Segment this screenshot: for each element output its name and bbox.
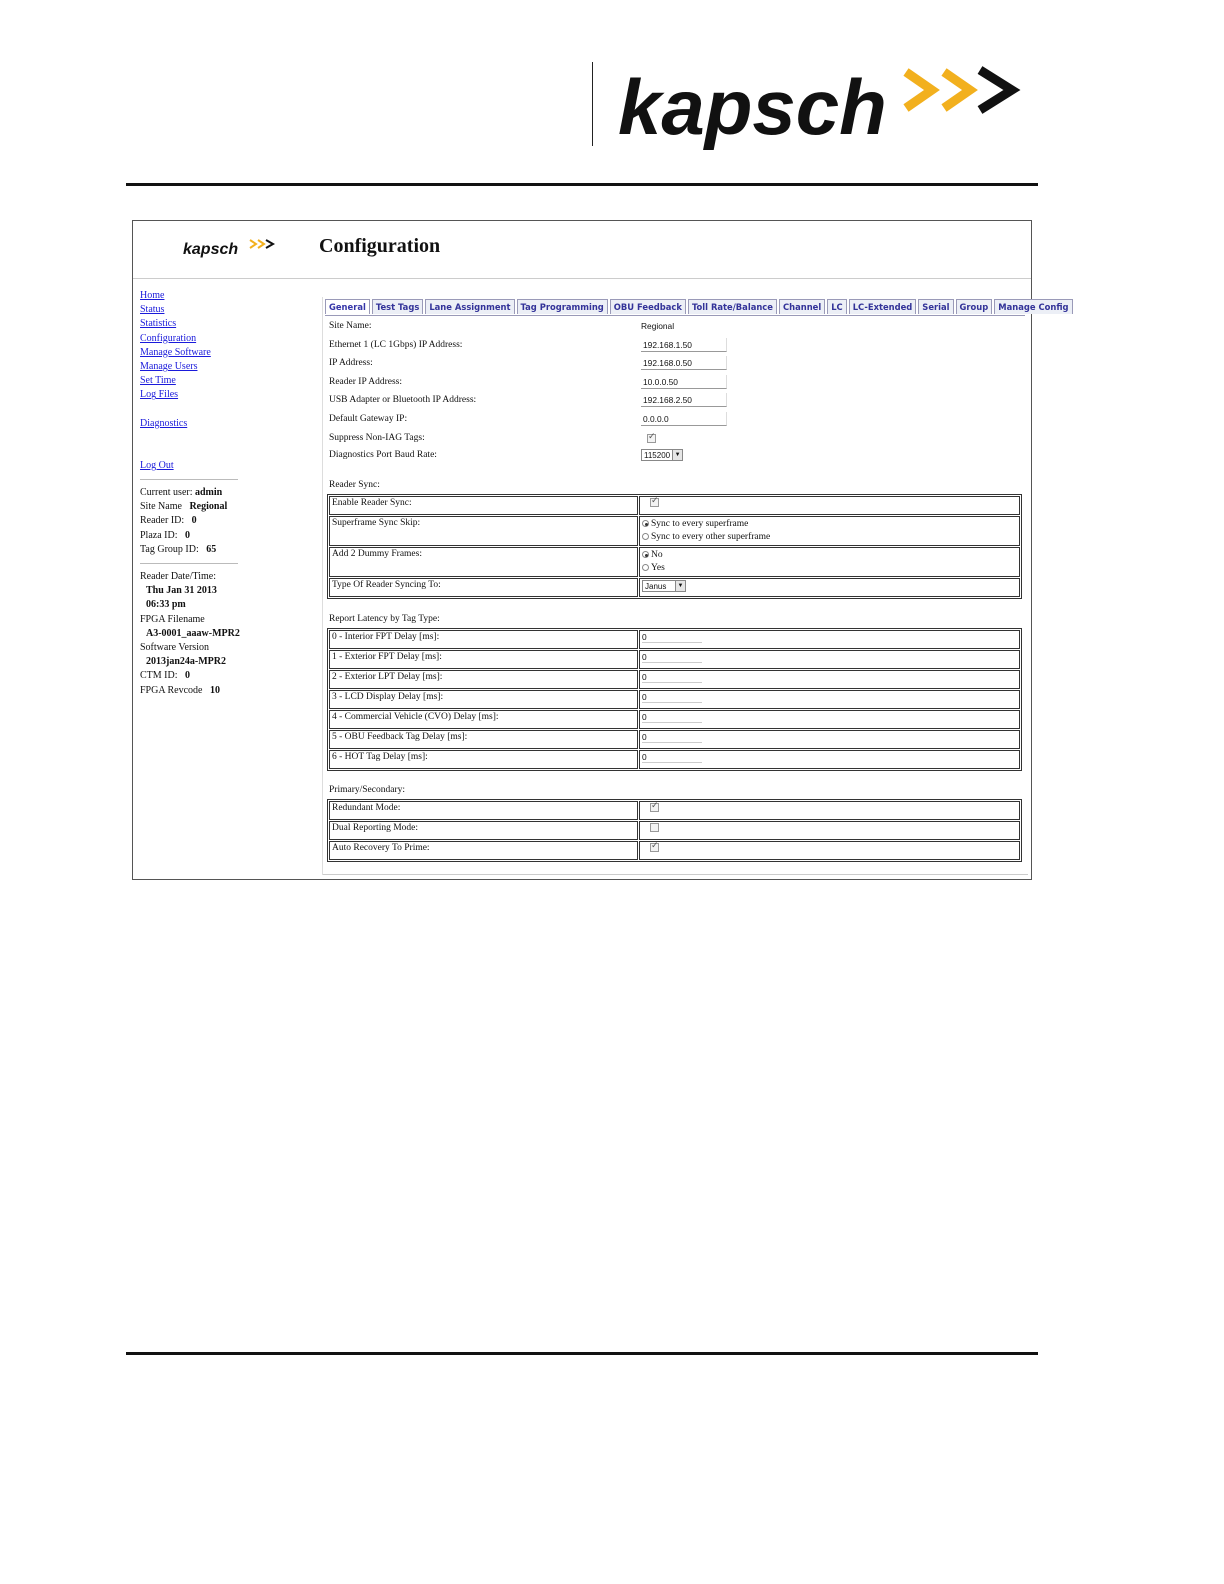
reader-ip-input[interactable]: 10.0.0.50	[641, 375, 727, 389]
reader-ip-row: Reader IP Address: 10.0.0.50	[329, 377, 1019, 391]
nav-log-files[interactable]: Log Files	[140, 389, 179, 401]
hot-tag-delay-input[interactable]: 0	[642, 752, 702, 763]
tab-lane-assignment[interactable]: Lane Assignment	[425, 299, 514, 314]
dummy-yes-radio[interactable]	[642, 564, 649, 571]
page-title: Configuration	[319, 235, 441, 257]
dummy-frames-label: Add 2 Dummy Frames:	[329, 547, 638, 577]
tab-channel[interactable]: Channel	[779, 299, 825, 314]
reader-date: Thu Jan 31 2013	[146, 585, 217, 597]
tag-group-info: Tag Group ID: 65	[140, 543, 217, 555]
sync-every-radio[interactable]	[642, 520, 649, 527]
site-name-row: Site Name: Regional	[329, 321, 675, 331]
exterior-lpt-delay-input[interactable]: 0	[642, 672, 702, 683]
tab-bar	[325, 299, 1073, 315]
nav-statistics[interactable]: Statistics	[140, 318, 177, 330]
nav-home[interactable]: Home	[140, 290, 165, 301]
eth1-row: Ethernet 1 (LC 1Gbps) IP Address: 192.168.1.50	[329, 340, 1019, 354]
svg-text:kapsch: kapsch	[183, 241, 239, 258]
sidebar-divider	[140, 563, 238, 564]
cvo-delay-input[interactable]: 0	[642, 712, 702, 723]
software-version: 2013jan24a-MPR2	[146, 656, 226, 668]
nav-manage-users[interactable]: Manage Users	[140, 361, 198, 373]
sync-every-other-option[interactable]: Sync to every other superframe	[642, 531, 1017, 544]
gateway-row: Default Gateway IP: 0.0.0.0	[329, 414, 1019, 428]
site-name-value: Regional	[641, 321, 675, 331]
tab-manage-config[interactable]: Manage Config	[994, 299, 1072, 314]
table-row: Auto Recovery To Prime: ✓	[329, 841, 1020, 860]
nav-configuration[interactable]: Configuration	[140, 332, 197, 344]
table-row: 2 - Exterior LPT Delay [ms]: 0	[329, 670, 1020, 689]
table-row: 1 - Exterior FPT Delay [ms]: 0	[329, 650, 1020, 669]
latency-table	[327, 628, 1022, 771]
kapsch-mini-logo	[181, 234, 281, 260]
chevron-down-icon: ▼	[675, 581, 685, 591]
fpga-filename-label: FPGA Filename	[140, 613, 205, 625]
software-version-label: Software Version	[140, 642, 209, 654]
sync-skip-label: Superframe Sync Skip:	[329, 516, 638, 546]
gateway-input[interactable]: 0.0.0.0	[641, 412, 727, 426]
table-row: 6 - HOT Tag Delay [ms]: 0	[329, 750, 1020, 769]
primary-secondary-table	[327, 799, 1022, 862]
header-rule	[126, 183, 1038, 186]
ip-address-input[interactable]: 192.168.0.50	[641, 356, 727, 370]
redundant-mode-checkbox[interactable]	[650, 803, 659, 812]
latency-title: Report Latency by Tag Type:	[329, 614, 440, 624]
current-user: Current user: admin	[140, 487, 223, 499]
sidebar-divider	[140, 479, 238, 480]
chevron-down-icon: ▼	[672, 450, 682, 460]
nav-logout[interactable]: Log Out	[140, 459, 174, 471]
nav-diagnostics[interactable]: Diagnostics	[140, 417, 188, 429]
baud-row: Diagnostics Port Baud Rate: 115200 ▼	[329, 450, 1019, 464]
plaza-id-info: Plaza ID: 0	[140, 529, 190, 541]
table-row: Redundant Mode: ✓	[329, 801, 1020, 820]
primary-secondary-title: Primary/Secondary:	[329, 785, 405, 795]
svg-text:kapsch: kapsch	[618, 63, 887, 150]
sync-every-other-radio[interactable]	[642, 533, 649, 540]
header-divider	[592, 62, 593, 146]
lcd-display-delay-input[interactable]: 0	[642, 692, 702, 703]
dummy-no-radio[interactable]	[642, 551, 649, 558]
config-screenshot	[132, 220, 1069, 880]
suppress-checkbox[interactable]	[647, 434, 656, 443]
enable-sync-checkbox[interactable]	[650, 498, 659, 507]
tab-toll-rate[interactable]: Toll Rate/Balance	[688, 299, 777, 314]
tab-general[interactable]: General	[325, 299, 370, 314]
usb-ip-input[interactable]: 192.168.2.50	[641, 393, 727, 407]
main-panel	[322, 297, 1069, 875]
baud-rate-select[interactable]: 115200 ▼	[641, 449, 683, 461]
exterior-fpt-delay-input[interactable]: 0	[642, 652, 702, 663]
sync-type-label: Type Of Reader Syncing To:	[329, 578, 638, 597]
table-row: 5 - OBU Feedback Tag Delay [ms]: 0	[329, 730, 1020, 749]
reader-time: 06:33 pm	[146, 599, 186, 611]
tab-lc-extended[interactable]: LC-Extended	[849, 299, 917, 314]
tab-obu-feedback[interactable]: OBU Feedback	[610, 299, 686, 314]
kapsch-logo	[614, 60, 1024, 150]
enable-sync-label: Enable Reader Sync:	[329, 496, 638, 515]
tab-serial[interactable]: Serial	[918, 299, 953, 314]
fpga-filename: A3-0001_aaaw-MPR2	[146, 627, 240, 639]
table-row: Dual Reporting Mode:	[329, 821, 1020, 840]
dual-reporting-checkbox[interactable]	[650, 823, 659, 832]
reader-sync-title: Reader Sync:	[329, 480, 380, 490]
ip-row: IP Address: 192.168.0.50	[329, 358, 1019, 372]
nav-status[interactable]: Status	[140, 304, 165, 316]
eth1-ip-input[interactable]: 192.168.1.50	[641, 338, 727, 352]
table-row: 0 - Interior FPT Delay [ms]: 0	[329, 630, 1020, 649]
sync-every-option[interactable]: Sync to every superframe	[642, 518, 1017, 531]
ctm-id-info: CTM ID: 0	[140, 670, 190, 682]
sidebar	[140, 289, 318, 698]
tab-group[interactable]: Group	[956, 299, 993, 314]
nav-set-time[interactable]: Set Time	[140, 375, 176, 387]
usb-ip-row: USB Adapter or Bluetooth IP Address: 192.168.2.50	[329, 395, 1019, 409]
site-name-info: Site Name Regional	[140, 501, 228, 513]
nav-manage-software[interactable]: Manage Software	[140, 346, 211, 358]
auto-recovery-checkbox[interactable]	[650, 843, 659, 852]
reader-id-info: Reader ID: 0	[140, 515, 197, 527]
dummy-no-option[interactable]: No	[642, 549, 1017, 562]
reader-date-label: Reader Date/Time:	[140, 571, 217, 583]
table-row: 3 - LCD Display Delay [ms]: 0	[329, 690, 1020, 709]
reader-sync-table	[327, 494, 1022, 599]
tab-test-tags[interactable]: Test Tags	[372, 299, 423, 314]
obu-feedback-delay-input[interactable]: 0	[642, 732, 702, 743]
tab-tag-programming[interactable]: Tag Programming	[517, 299, 608, 314]
suppress-row: Suppress Non-IAG Tags: ✓	[329, 433, 1019, 447]
sync-type-select[interactable]: Janus ▼	[642, 580, 686, 592]
fpga-revcode-info: FPGA Revcode 10	[140, 684, 220, 696]
screen-header	[133, 221, 1031, 279]
tab-lc[interactable]: LC	[827, 299, 846, 314]
table-row: 4 - Commercial Vehicle (CVO) Delay [ms]: 0	[329, 710, 1020, 729]
footer-rule	[126, 1352, 1038, 1355]
interior-fpt-delay-input[interactable]: 0	[642, 632, 702, 643]
dummy-yes-option[interactable]: Yes	[642, 562, 1017, 575]
